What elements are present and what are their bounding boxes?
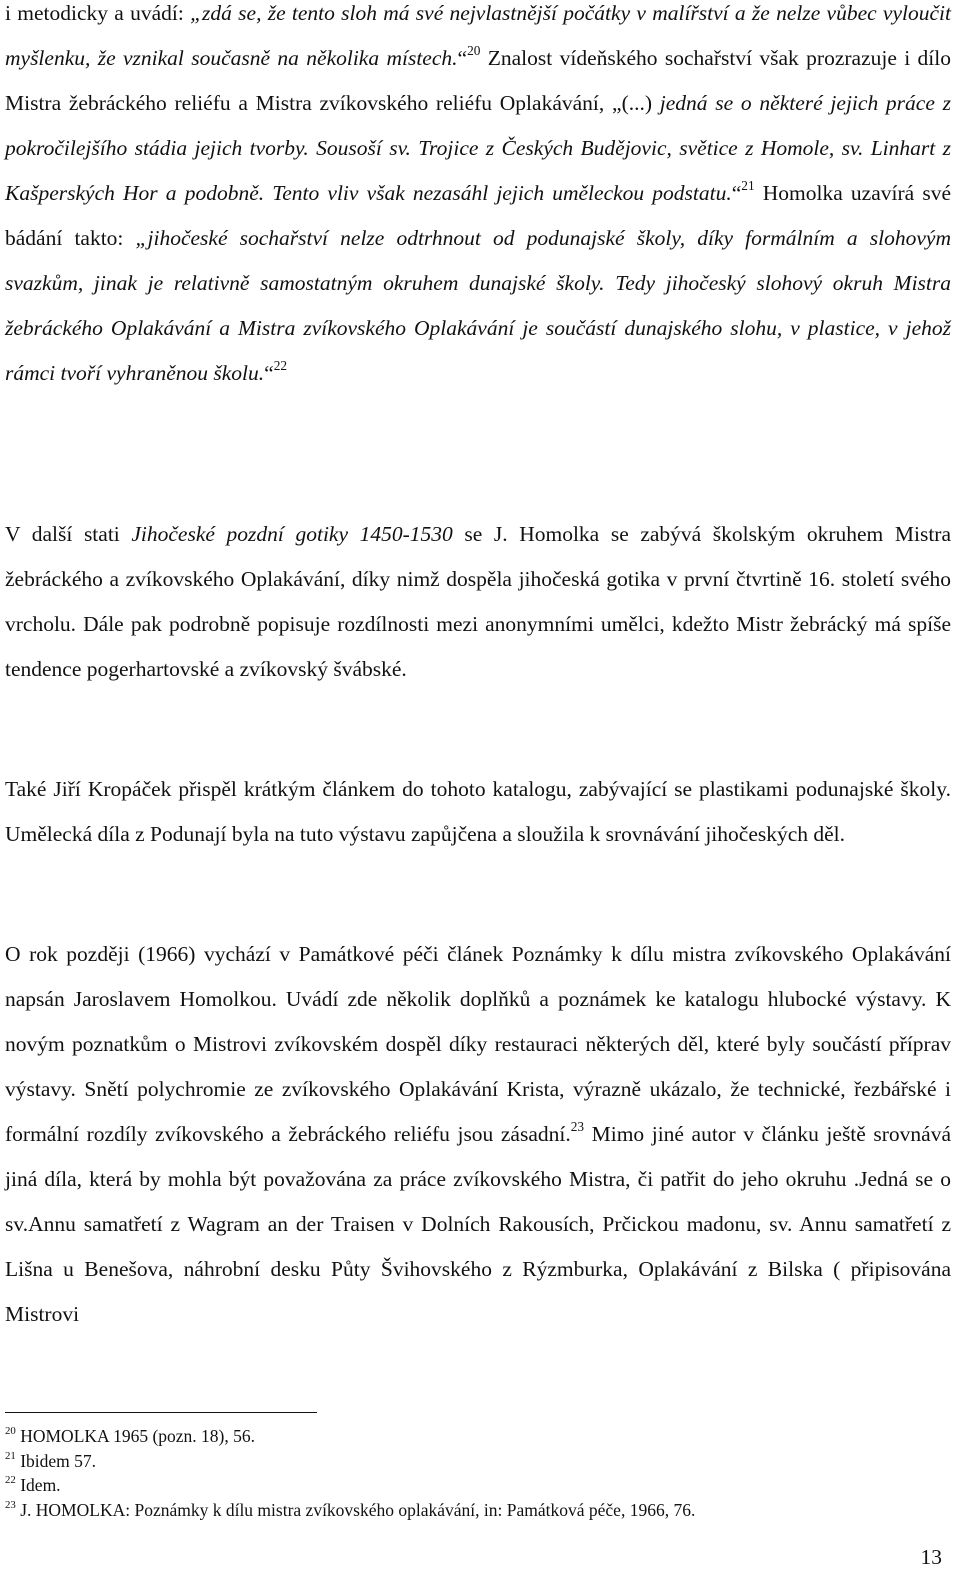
- footnote-text: Idem.: [15, 1475, 61, 1495]
- paragraph-1: [5, 0, 951, 396]
- footnote-20: [5, 1424, 951, 1449]
- footnote-22: [5, 1473, 951, 1498]
- footnote-number: 20: [5, 1424, 16, 1437]
- paragraph-3: [5, 767, 951, 857]
- paragraph-4: [5, 932, 951, 1337]
- footnote-number: 22: [5, 1473, 16, 1486]
- p1-quote-2-paren: (...): [621, 91, 660, 115]
- footnote-text: J. HOMOLKA: Poznámky k dílu mistra zvíkovského oplakávání, in: Památková péče, 1966, 76.: [15, 1499, 696, 1520]
- footnote-number: 21: [5, 1449, 16, 1462]
- p2-text-1: V další stati: [5, 522, 132, 546]
- p1-text-3: Homolka uzavírá své bádání takto:: [5, 181, 952, 250]
- footnotes: [5, 1424, 951, 1522]
- p1-quote-2-open: „: [612, 91, 622, 115]
- footnote-separator: [5, 1412, 317, 1413]
- p4-text-2: Mimo jiné autor v článku ještě srovnává jiná díla, která by mohla být považována za práce zvíkovského Mistra, či patřit do jeho okruhu .Jedná se o sv.Annu samatřetí z Wagram an der Traisen v Dolních Rakousích, Prčickou madonu, sv. Annu samatřetí z Lišna u Benešova, náhrobní desku Půty Švihovského z Rýzmburka, Oplakávání z Bilska ( připisována Mistrovi: [5, 1122, 951, 1326]
- p3-text: Také Jiří Kropáček přispěl krátkým článkem do tohoto katalogu, zabývající se plastikami podunajské školy. Umělecká díla z Podunají byla na tuto výstavu zapůjčena a sloužila k srovnávání jihočeských děl.: [5, 777, 951, 846]
- footnote-text: HOMOLKA 1965 (pozn. 18), 56.: [15, 1426, 255, 1446]
- p2-text-2: se J. Homolka se zabývá školským okruhem Mistra žebráckého a zvíkovského Oplakávání, díky nimž dospěla jihočeská gotika v první čtvrtině 16. století svého vrcholu. Dále pak podrobně popisuje rozdílnosti mezi anonymními umělci, kdežto Mistr žebrácký má spíše tendence pogerhartovské a zvíkovský švábské.: [5, 522, 951, 681]
- p1-text-2: Znalost vídeňského sochařství však prozrazuje i dílo Mistra žebráckého reliéfu a Mistra zvíkovského reliéfu Oplakávání,: [5, 46, 952, 115]
- footnote-number: 23: [5, 1498, 16, 1511]
- footnote-text: Ibidem 57.: [15, 1450, 97, 1471]
- p1-quote-3: „jihočeské sochařství nelze odtrhnout od podunajské školy, díky formálním a slohovým svazkům, jinak je relativně samostatným okruhem dunajské školy. Tedy jihočeský slohový okruh Mistra žebráckého Oplakávání a Mistra zvíkovského Oplakávání je součástí dunajského slohu, v plastice, v jehož rámci tvoří vyhraněnou školu.: [5, 226, 951, 385]
- footnote-21: [5, 1449, 951, 1474]
- p1-quote-3-close: “: [264, 361, 274, 385]
- footnote-ref-21[interactable]: 21: [741, 178, 755, 194]
- footnote-23: [5, 1498, 951, 1523]
- p1-quote-2: jedná se o některé jejich práce z pokročilejšího stádia jejich tvorby. Sousoší sv. Trojice z Českých Budějovic, světice z Homole, sv. Linhart z Kašperských Hor a podobně. Tento vliv však nezasáhl jejich uměleckou podstatu.: [5, 91, 952, 205]
- p2-work-title: Jihočeské pozdní gotiky 1450-1530: [131, 522, 453, 546]
- footnote-ref-23[interactable]: 23: [570, 1119, 585, 1135]
- p1-quote-1-close: “: [457, 46, 468, 70]
- p1-text-1: i metodicky a uvádí:: [5, 1, 191, 25]
- footnote-ref-22[interactable]: 22: [273, 358, 288, 374]
- p1-quote-2-close: “: [731, 181, 742, 205]
- paragraph-2: [5, 512, 951, 692]
- p4-text-1: O rok později (1966) vychází v Památkové péči článek Poznámky k dílu mistra zvíkovského Oplakávání napsán Jaroslavem Homolkou. Uvádí zde několik doplňků a poznámek ke katalogu hlubocké výstavy. K novým poznatkům o Mistrovi zvíkovském dospěl díky restauraci některých děl, které byly součástí příprav výstavy. Snětí polychromie ze zvíkovského Oplakávání Krista, výrazně ukázalo, že technické, řezbářské i formální rozdíly zvíkovského a žebráckého reliéfu jsou zásadní.: [5, 942, 951, 1146]
- p1-quote-1: „zdá se, že tento sloh má své nejvlastnější počátky v malířství a že nelze vůbec vyloučit myšlenku, že vznikal současně na několika místech.: [5, 1, 951, 70]
- footnote-ref-20[interactable]: 20: [467, 43, 481, 59]
- page-number: 13: [920, 1545, 942, 1569]
